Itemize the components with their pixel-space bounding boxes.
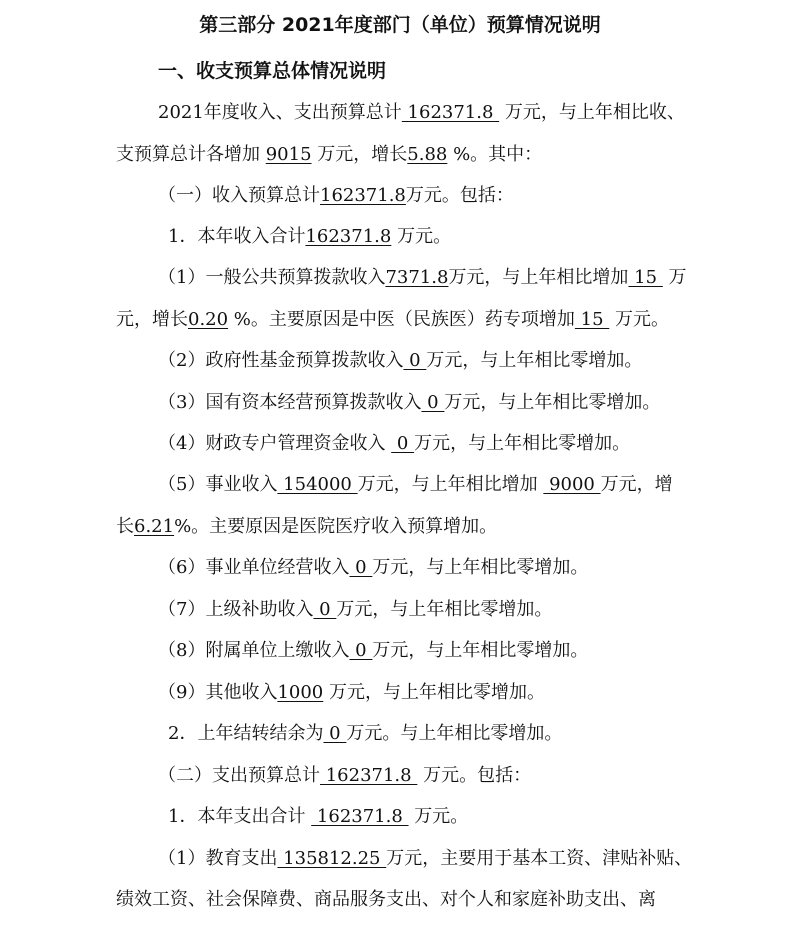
underlined-value: 162371.8 [311, 806, 409, 827]
underlined-value: 162371.8 [320, 765, 418, 786]
paragraph-line [158, 388, 660, 418]
underlined-value: 0 [313, 599, 337, 620]
text-segment: 万元。 [609, 309, 669, 330]
text-segment: （4）财政专户管理资金收入 [158, 433, 392, 454]
underlined-value: 15 [574, 309, 610, 330]
underlined-value: 0 [421, 392, 445, 413]
paragraph-line [158, 761, 531, 791]
underlined-value: 0.20 [188, 309, 229, 330]
underlined-value: 9000 [543, 474, 601, 495]
text-segment: 1．本年收入合计 [168, 226, 306, 247]
paragraph-line [158, 346, 642, 376]
paragraph-line [158, 181, 514, 211]
paragraph-line [168, 802, 468, 832]
text-segment: 万元，与上年相比零增加。 [444, 392, 661, 413]
underlined-value: 0 [349, 640, 373, 661]
text-segment: （2）政府性基金预算拨款收入 [158, 350, 404, 371]
text-segment: 万元，与上年相比零增加。 [414, 433, 631, 454]
underlined-value: 162371.8 [305, 226, 392, 247]
text-segment: 万元，增 [600, 474, 673, 495]
text-segment: 万元，增长 [311, 144, 408, 165]
text-segment: 2021年度收入、支出预算总计 [158, 102, 402, 123]
paragraph-line [158, 470, 673, 500]
underlined-value: 7371.8 [385, 267, 449, 288]
text-segment: （5）事业收入 [158, 474, 278, 495]
paragraph-line [158, 636, 588, 666]
underlined-value: 15 [628, 267, 663, 288]
underlined-value: 6.21 [134, 516, 175, 537]
text-segment: （6）事业单位经营收入 [158, 557, 350, 578]
paragraph-line [158, 595, 552, 625]
text-segment: 1．本年支出合计 [168, 806, 312, 827]
text-segment: （1）教育支出 [158, 848, 278, 869]
underlined-value: 0 [391, 433, 415, 454]
text-segment: （3）国有资本经营预算拨款收入 [158, 392, 422, 413]
text-segment: 万元，与上年相比零增加。 [372, 640, 589, 661]
text-segment: 万元。包括： [405, 185, 514, 206]
text-segment: 万元。与上年相比零增加。 [346, 723, 563, 744]
text-segment: （9）其他收入 [158, 682, 278, 703]
text-segment: 万元，与上年相比零增加。 [372, 557, 589, 578]
paragraph-line [116, 512, 497, 542]
underlined-value: 162371.8 [401, 102, 500, 123]
paragraph-line [116, 140, 542, 170]
underlined-value: 0 [349, 557, 373, 578]
text-segment: %。主要原因是医院医疗收入预算增加。 [174, 516, 498, 537]
text-segment: %。其中： [447, 144, 543, 165]
text-segment: 万元。包括： [417, 765, 532, 786]
underlined-value: 1000 [277, 682, 324, 703]
underlined-value: 162371.8 [320, 185, 406, 206]
underlined-value: 0 [403, 350, 427, 371]
text-segment: 万元。 [408, 806, 469, 827]
text-segment: 绩效工资、社会保障费、商品服务支出、对个人和家庭补助支出、离 [116, 889, 656, 910]
text-segment: 长 [116, 516, 134, 537]
paragraph-line [168, 222, 451, 252]
underlined-value: 135812.25 [277, 848, 387, 869]
section-heading: 一、收支预算总体情况说明 [158, 60, 387, 82]
text-segment: 万元，与上年相比零增加。 [426, 350, 643, 371]
paragraph-line [158, 263, 687, 293]
document-title: 第三部分 2021年度部门（单位）预算情况说明 [199, 14, 601, 36]
text-segment: 支预算总计各增加 [116, 144, 266, 165]
text-segment: （一）收入预算总计 [158, 185, 320, 206]
paragraph-line [116, 305, 669, 335]
text-segment: （8）附属单位上缴收入 [158, 640, 350, 661]
text-segment: 万元。 [391, 226, 452, 247]
paragraph-line [158, 553, 588, 583]
text-segment: 万元，与上年相比零增加。 [336, 599, 553, 620]
text-segment: （二）支出预算总计 [158, 765, 320, 786]
underlined-value: 0 [323, 723, 347, 744]
text-segment: 万 [662, 267, 687, 288]
text-segment: 2．上年结转结余为 [168, 723, 324, 744]
text-segment: 万元，与上年相比增加 [448, 267, 629, 288]
text-segment: （1）一般公共预算拨款收入 [158, 267, 386, 288]
underlined-value: 9015 [265, 144, 312, 165]
text-segment: 万元，与上年相比增加 [357, 474, 544, 495]
paragraph-line [158, 429, 630, 459]
underlined-value: 154000 [277, 474, 358, 495]
text-segment: 万元，与上年相比收、 [499, 102, 685, 123]
text-segment: 元，增长 [116, 309, 188, 330]
paragraph-line [158, 844, 692, 874]
text-segment: （7）上级补助收入 [158, 599, 314, 620]
paragraph-line [158, 98, 685, 128]
underlined-value: 5.88 [407, 144, 448, 165]
paragraph-line [158, 678, 545, 708]
text-segment: 万元，主要用于基本工资、津贴补贴、 [386, 848, 693, 869]
paragraph-line [168, 719, 562, 749]
text-segment: %。主要原因是中医（民族医）药专项增加 [228, 309, 575, 330]
paragraph-line [116, 885, 656, 915]
text-segment: 万元，与上年相比零增加。 [323, 682, 545, 703]
